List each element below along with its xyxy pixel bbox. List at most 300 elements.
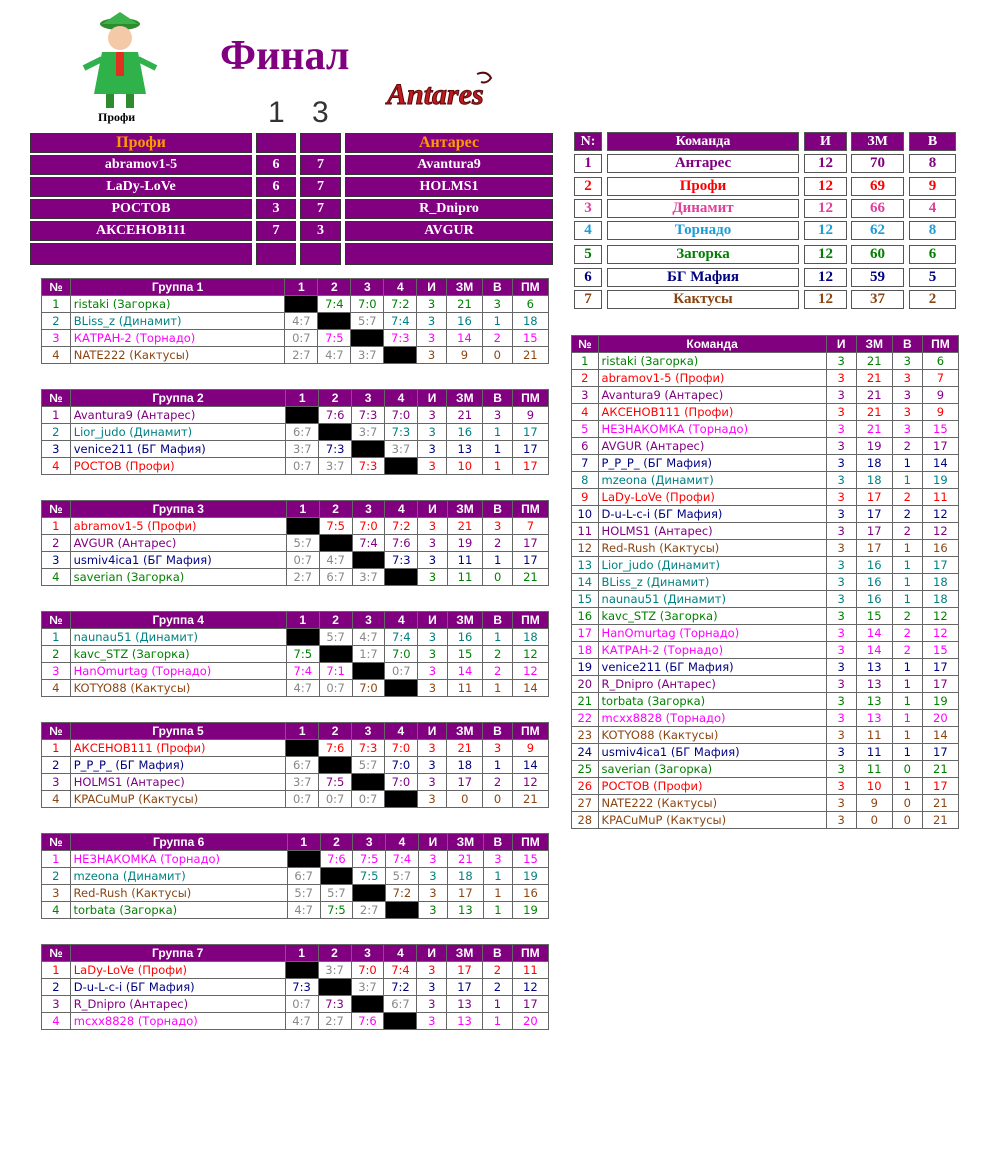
standings-zm: 62 <box>851 221 904 240</box>
group-col-zm: ЗМ <box>447 390 483 407</box>
group-col-pm: ПМ <box>512 945 548 962</box>
table-row <box>572 523 959 540</box>
table-row <box>572 591 959 608</box>
match-result: 1:7 <box>352 646 385 663</box>
group-col-4: 4 <box>385 501 418 518</box>
overall-n: 22 <box>572 710 599 727</box>
match-result: 0:7 <box>286 458 319 475</box>
standings-n: 6 <box>574 268 602 287</box>
table-row <box>42 518 549 535</box>
standings-n: 3 <box>574 199 602 218</box>
overall-v: 1 <box>892 659 922 676</box>
row-number: 2 <box>42 646 71 663</box>
overall-pm: 12 <box>922 523 958 540</box>
table-row <box>572 404 959 421</box>
standings-header: ЗМ <box>851 132 904 151</box>
self-cell <box>286 407 319 424</box>
profi-mascot-icon <box>80 4 160 114</box>
overall-n: 5 <box>572 421 599 438</box>
overall-name: AVGUR (Антарес) <box>598 438 826 455</box>
stat-zm: 17 <box>447 774 483 791</box>
match-result: 7:4 <box>352 535 385 552</box>
match-result: 7:3 <box>285 979 318 996</box>
score-left: 1 <box>268 96 285 129</box>
table-row <box>42 424 549 441</box>
group-col-n: № <box>42 723 71 740</box>
group-col-4: 4 <box>386 834 419 851</box>
standings-team: Профи <box>607 177 799 196</box>
stat-zm: 13 <box>447 1013 483 1030</box>
self-cell <box>319 424 352 441</box>
match-result: 7:5 <box>320 902 353 919</box>
table-row <box>42 663 549 680</box>
group-col-pm: ПМ <box>512 834 548 851</box>
table-row <box>572 387 959 404</box>
stat-i: 3 <box>417 1013 447 1030</box>
overall-pm: 7 <box>922 370 958 387</box>
overall-header: № <box>572 336 599 353</box>
overall-name: РОСТОВ (Профи) <box>598 778 826 795</box>
overall-pm: 15 <box>922 421 958 438</box>
row-number: 4 <box>42 1013 71 1030</box>
stat-v: 1 <box>483 757 512 774</box>
overall-i: 3 <box>826 608 856 625</box>
row-number: 1 <box>42 296 71 313</box>
overall-n: 21 <box>572 693 599 710</box>
table-row <box>42 996 549 1013</box>
stat-pm: 17 <box>512 424 548 441</box>
self-cell <box>385 569 418 586</box>
group-col-3: 3 <box>351 945 384 962</box>
match-result: 3:7 <box>384 441 417 458</box>
overall-v: 2 <box>892 489 922 506</box>
group-col-1: 1 <box>286 723 319 740</box>
standings-v: 8 <box>909 221 956 240</box>
stat-pm: 9 <box>512 407 548 424</box>
player-name: КАТРАН-2 (Торнадо) <box>70 330 285 347</box>
stat-zm: 16 <box>447 424 483 441</box>
self-cell <box>318 313 351 330</box>
group-table <box>41 611 549 697</box>
table-row <box>42 1013 549 1030</box>
row-number: 4 <box>42 458 71 475</box>
match-result: 7:0 <box>352 680 385 697</box>
overall-zm: 21 <box>856 404 892 421</box>
group-col-i: И <box>417 390 446 407</box>
overall-v: 2 <box>892 642 922 659</box>
match-cell-right <box>345 243 553 265</box>
match-result: 7:0 <box>351 962 384 979</box>
row-number: 1 <box>42 518 71 535</box>
row-number: 1 <box>42 962 71 979</box>
stat-i: 3 <box>418 629 447 646</box>
overall-name: BLiss_z (Динамит) <box>598 574 826 591</box>
antares-scorpion-icon <box>385 68 505 114</box>
stat-v: 1 <box>483 441 512 458</box>
overall-v: 0 <box>892 761 922 778</box>
match-result: 4:7 <box>287 902 320 919</box>
overall-i: 3 <box>826 744 856 761</box>
overall-v: 1 <box>892 472 922 489</box>
match-result: 4:7 <box>318 347 351 364</box>
match-result: 0:7 <box>286 552 319 569</box>
row-number: 4 <box>42 791 71 808</box>
stat-zm: 0 <box>447 791 483 808</box>
overall-zm: 17 <box>856 523 892 540</box>
table-row <box>42 569 549 586</box>
stat-i: 3 <box>418 535 447 552</box>
overall-name: Avantura9 (Антарес) <box>598 387 826 404</box>
stat-zm: 15 <box>447 646 483 663</box>
overall-zm: 18 <box>856 455 892 472</box>
overall-v: 1 <box>892 727 922 744</box>
standings-n: 5 <box>574 245 602 264</box>
overall-v: 3 <box>892 404 922 421</box>
stat-zm: 21 <box>447 518 483 535</box>
player-name: torbata (Загорка) <box>70 902 287 919</box>
match-result: 5:7 <box>386 868 419 885</box>
row-number: 4 <box>42 680 71 697</box>
standings-i: 12 <box>804 154 847 173</box>
stat-i: 3 <box>418 552 447 569</box>
player-name: АКСЕНОВ111 (Профи) <box>70 740 286 757</box>
overall-i: 3 <box>826 472 856 489</box>
stat-zm: 9 <box>446 347 482 364</box>
group-title: Группа 1 <box>70 279 285 296</box>
match-result: 5:7 <box>287 885 320 902</box>
overall-header: ЗМ <box>856 336 892 353</box>
overall-i: 3 <box>826 438 856 455</box>
match-result: 7:3 <box>352 458 385 475</box>
stat-v: 1 <box>483 885 512 902</box>
overall-pm: 15 <box>922 642 958 659</box>
overall-name: NATE222 (Кактусы) <box>598 795 826 812</box>
match-cell-a: 6 <box>256 177 296 197</box>
stat-pm: 20 <box>512 1013 548 1030</box>
stat-zm: 11 <box>447 552 483 569</box>
table-row <box>42 313 549 330</box>
match-result: 3:7 <box>352 569 385 586</box>
stat-v: 1 <box>483 552 512 569</box>
overall-v: 3 <box>892 370 922 387</box>
standings-header: И <box>804 132 847 151</box>
stat-pm: 21 <box>512 791 548 808</box>
overall-zm: 13 <box>856 676 892 693</box>
overall-i: 3 <box>826 506 856 523</box>
group-col-n: № <box>42 612 71 629</box>
stat-i: 3 <box>417 424 446 441</box>
stat-zm: 21 <box>447 740 483 757</box>
match-cell-b: 3 <box>300 221 341 241</box>
match-result: 7:5 <box>353 851 386 868</box>
overall-v: 3 <box>892 421 922 438</box>
overall-i: 3 <box>826 812 856 829</box>
table-row <box>572 506 959 523</box>
overall-n: 1 <box>572 353 599 370</box>
overall-n: 13 <box>572 557 599 574</box>
stat-v: 2 <box>483 962 513 979</box>
profi-logo-label: Профи <box>98 110 136 124</box>
stat-i: 3 <box>418 663 447 680</box>
group-col-pm: ПМ <box>512 390 548 407</box>
table-row <box>572 676 959 693</box>
self-cell <box>285 296 318 313</box>
overall-n: 27 <box>572 795 599 812</box>
player-name: abramov1-5 (Профи) <box>70 518 286 535</box>
row-number: 4 <box>42 347 71 364</box>
standings-zm: 70 <box>851 154 904 173</box>
row-number: 3 <box>42 885 71 902</box>
overall-n: 23 <box>572 727 599 744</box>
stat-i: 3 <box>418 646 447 663</box>
standings-team: Динамит <box>607 199 799 218</box>
overall-i: 3 <box>826 676 856 693</box>
group-col-i: И <box>418 612 447 629</box>
match-result: 7:6 <box>351 1013 384 1030</box>
match-result: 7:4 <box>318 296 351 313</box>
standings-v: 5 <box>909 268 956 287</box>
group-col-zm: ЗМ <box>447 834 483 851</box>
self-cell <box>352 774 385 791</box>
overall-i: 3 <box>826 370 856 387</box>
table-row <box>572 761 959 778</box>
match-result: 7:3 <box>384 424 417 441</box>
overall-i: 3 <box>826 778 856 795</box>
group-col-3: 3 <box>351 279 384 296</box>
standings-header: В <box>909 132 956 151</box>
player-name: Lior_judo (Динамит) <box>70 424 286 441</box>
overall-v: 2 <box>892 625 922 642</box>
match-result: 0:7 <box>285 330 318 347</box>
table-row <box>42 740 549 757</box>
group-col-4: 4 <box>384 945 417 962</box>
group-col-2: 2 <box>319 612 352 629</box>
standings-i: 12 <box>804 290 847 309</box>
group-col-3: 3 <box>352 390 385 407</box>
overall-name: kavc_STZ (Загорка) <box>598 608 826 625</box>
overall-n: 3 <box>572 387 599 404</box>
group-title: Группа 3 <box>70 501 286 518</box>
table-row <box>42 962 549 979</box>
row-number: 4 <box>42 902 71 919</box>
overall-pm: 12 <box>922 608 958 625</box>
overall-v: 3 <box>892 353 922 370</box>
table-row <box>42 535 549 552</box>
group-col-1: 1 <box>286 501 319 518</box>
match-result: 7:2 <box>386 885 419 902</box>
match-result: 2:7 <box>285 347 318 364</box>
overall-n: 26 <box>572 778 599 795</box>
match-result: 6:7 <box>319 569 352 586</box>
self-cell <box>286 740 319 757</box>
match-result: 3:7 <box>286 774 319 791</box>
group-col-pm: ПМ <box>512 501 548 518</box>
overall-v: 1 <box>892 693 922 710</box>
overall-name: Lior_judo (Динамит) <box>598 557 826 574</box>
match-cell-right: HOLMS1 <box>345 177 553 197</box>
group-col-n: № <box>42 501 71 518</box>
group-table <box>41 944 549 1030</box>
self-cell <box>352 441 385 458</box>
row-number: 1 <box>42 851 71 868</box>
stat-zm: 17 <box>447 979 483 996</box>
match-cell-b: 7 <box>300 155 341 175</box>
player-name: НЕЗНАКОМКА (Торнадо) <box>70 851 287 868</box>
table-row <box>42 441 549 458</box>
table-row <box>572 642 959 659</box>
overall-n: 19 <box>572 659 599 676</box>
match-result: 4:7 <box>352 629 385 646</box>
overall-pm: 20 <box>922 710 958 727</box>
standings-team: Кактусы <box>607 290 799 309</box>
row-number: 2 <box>42 313 71 330</box>
self-cell <box>352 552 385 569</box>
player-name: kavc_STZ (Загорка) <box>70 646 286 663</box>
match-result: 7:3 <box>384 330 417 347</box>
match-result: 7:4 <box>286 663 319 680</box>
match-result: 7:6 <box>385 535 418 552</box>
overall-pm: 14 <box>922 727 958 744</box>
match-result: 7:2 <box>384 979 417 996</box>
standings-v: 6 <box>909 245 956 264</box>
overall-i: 3 <box>826 455 856 472</box>
overall-pm: 12 <box>922 625 958 642</box>
match-result: 7:5 <box>286 646 319 663</box>
table-row <box>572 421 959 438</box>
stat-zm: 21 <box>447 407 483 424</box>
stat-i: 3 <box>417 313 447 330</box>
group-table <box>41 500 549 586</box>
match-result: 7:0 <box>384 407 417 424</box>
match-result: 7:6 <box>320 851 353 868</box>
overall-pm: 21 <box>922 761 958 778</box>
overall-pm: 17 <box>922 778 958 795</box>
overall-zm: 10 <box>856 778 892 795</box>
match-result: 6:7 <box>286 757 319 774</box>
overall-name: ristaki (Загорка) <box>598 353 826 370</box>
overall-pm: 19 <box>922 693 958 710</box>
match-cell-left: abramov1-5 <box>30 155 252 175</box>
overall-pm: 18 <box>922 591 958 608</box>
overall-name: saverian (Загорка) <box>598 761 826 778</box>
match-result: 5:7 <box>319 629 352 646</box>
stat-i: 3 <box>418 569 447 586</box>
stat-i: 3 <box>417 979 447 996</box>
stat-v: 2 <box>483 979 513 996</box>
overall-zm: 16 <box>856 574 892 591</box>
overall-i: 3 <box>826 625 856 642</box>
table-row <box>572 744 959 761</box>
table-row <box>572 472 959 489</box>
stat-v: 1 <box>483 902 512 919</box>
overall-n: 9 <box>572 489 599 506</box>
group-title: Группа 5 <box>70 723 286 740</box>
stat-pm: 6 <box>512 296 548 313</box>
player-name: KOTYO88 (Кактусы) <box>70 680 286 697</box>
standings-zm: 60 <box>851 245 904 264</box>
overall-zm: 13 <box>856 659 892 676</box>
overall-n: 6 <box>572 438 599 455</box>
match-result: 5:7 <box>286 535 319 552</box>
row-number: 2 <box>42 757 71 774</box>
overall-v: 1 <box>892 778 922 795</box>
row-number: 2 <box>42 535 71 552</box>
row-number: 3 <box>42 330 71 347</box>
player-name: R_Dnipro (Антарес) <box>70 996 285 1013</box>
match-cell-right: AVGUR <box>345 221 553 241</box>
overall-i: 3 <box>826 795 856 812</box>
stat-pm: 11 <box>512 962 548 979</box>
match-result: 7:2 <box>384 296 417 313</box>
overall-zm: 17 <box>856 506 892 523</box>
overall-zm: 9 <box>856 795 892 812</box>
overall-header: Команда <box>598 336 826 353</box>
overall-table <box>571 335 959 829</box>
overall-pm: 16 <box>922 540 958 557</box>
overall-name: mzeona (Динамит) <box>598 472 826 489</box>
overall-header: В <box>892 336 922 353</box>
group-col-2: 2 <box>318 279 351 296</box>
overall-name: KOTYO88 (Кактусы) <box>598 727 826 744</box>
self-cell <box>286 629 319 646</box>
group-table <box>41 278 549 364</box>
match-result: 7:6 <box>319 407 352 424</box>
stat-i: 3 <box>417 996 447 1013</box>
player-name: venice211 (БГ Мафия) <box>70 441 286 458</box>
standings-team: Загорка <box>607 245 799 264</box>
standings-header: Команда <box>607 132 799 151</box>
table-row <box>42 851 549 868</box>
overall-n: 2 <box>572 370 599 387</box>
overall-name: torbata (Загорка) <box>598 693 826 710</box>
match-result: 7:1 <box>319 663 352 680</box>
stat-zm: 18 <box>447 757 483 774</box>
match-team-left: Профи <box>30 133 252 153</box>
self-cell <box>319 535 352 552</box>
score-right: 3 <box>312 96 329 129</box>
overall-pm: 9 <box>922 387 958 404</box>
page-title: Финал <box>220 33 350 79</box>
player-name: naunau51 (Динамит) <box>70 629 286 646</box>
group-title: Группа 4 <box>70 612 286 629</box>
match-result: 5:7 <box>320 885 353 902</box>
row-number: 1 <box>42 629 71 646</box>
overall-v: 1 <box>892 591 922 608</box>
overall-pm: 9 <box>922 404 958 421</box>
standings-i: 12 <box>804 177 847 196</box>
stat-zm: 13 <box>447 996 483 1013</box>
overall-n: 25 <box>572 761 599 778</box>
match-result: 7:0 <box>352 518 385 535</box>
overall-name: Red-Rush (Кактусы) <box>598 540 826 557</box>
group-col-3: 3 <box>352 723 385 740</box>
stat-pm: 12 <box>512 979 548 996</box>
stat-pm: 14 <box>512 757 548 774</box>
table-row <box>572 353 959 370</box>
overall-header: И <box>826 336 856 353</box>
table-row <box>572 625 959 642</box>
overall-name: mcxx8828 (Торнадо) <box>598 710 826 727</box>
player-name: ristaki (Загорка) <box>70 296 285 313</box>
overall-zm: 11 <box>856 761 892 778</box>
stat-zm: 17 <box>447 885 483 902</box>
table-row <box>572 778 959 795</box>
table-row <box>42 296 549 313</box>
overall-zm: 21 <box>856 370 892 387</box>
stat-pm: 15 <box>512 330 548 347</box>
match-cell-b: 7 <box>300 177 341 197</box>
stat-pm: 17 <box>512 552 548 569</box>
